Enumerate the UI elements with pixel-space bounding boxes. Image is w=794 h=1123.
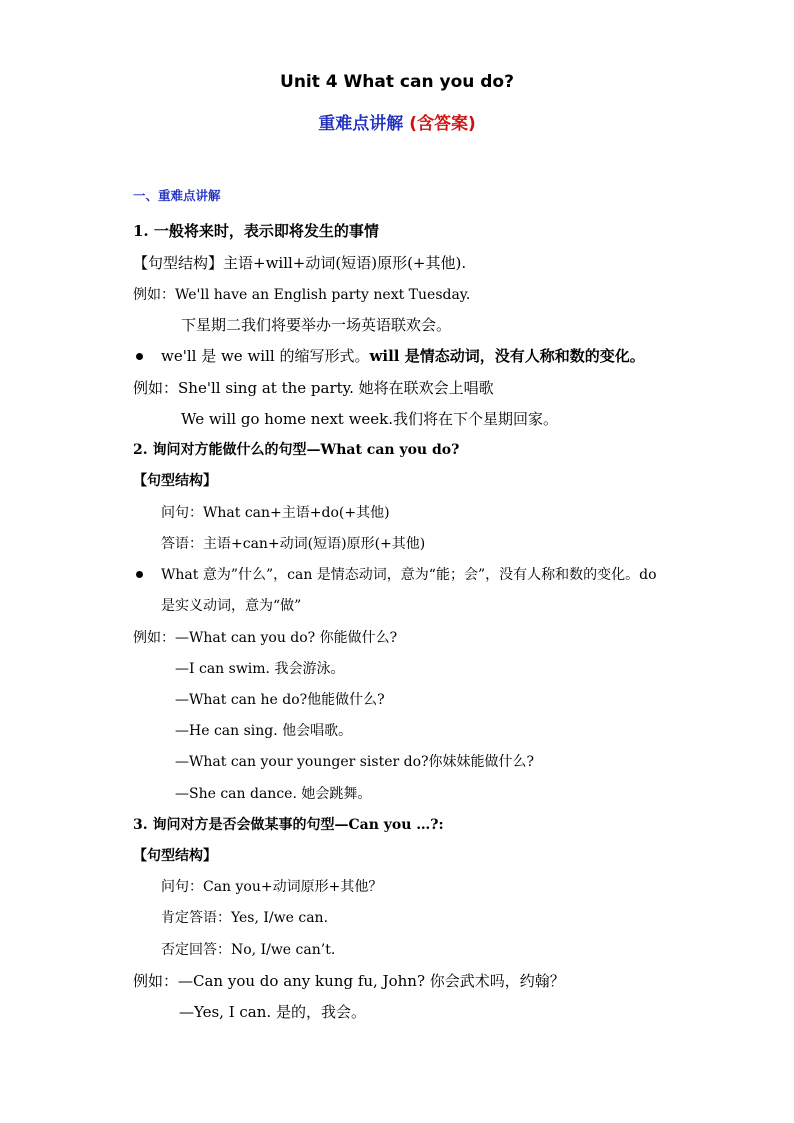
- point-1-bullet-normal: we'll 是 we will 的缩写形式。: [161, 347, 370, 365]
- point-2-bullet-line-2: 是实义动词，意为“做”: [161, 598, 302, 614]
- point-3-heading: 3. 询问对方是否会做某事的句型—Can you …?:: [133, 817, 444, 833]
- point-1-example-en: We'll have an English party next Tuesday.: [175, 287, 471, 303]
- example-label: 例如：: [133, 379, 179, 397]
- point-1-example2-1: She'll sing at the party. 她将在联欢会上唱歌: [178, 379, 494, 397]
- point-1-structure: 【句型结构】主语+will+动词(短语)原形(+其他).: [133, 254, 467, 272]
- example-label: 例如：: [133, 972, 179, 990]
- point-1-example-zh: 下星期二我们将要举办一场英语联欢会。: [181, 316, 452, 334]
- bullet-icon: [136, 353, 143, 360]
- point-1-example2-line: [133, 378, 494, 398]
- example-label: 例如：: [133, 287, 175, 303]
- point-3-example-2: —Yes, I can. 是的，我会。: [179, 1003, 366, 1021]
- point-1-example2-2: We will go home next week.我们将在下个星期回家。: [181, 410, 559, 428]
- point-1-bullet: [161, 346, 645, 366]
- dialog-line: —She can dance. 她会跳舞。: [175, 786, 372, 802]
- point-3-no-answer: 否定回答：No, I/we can’t.: [161, 942, 336, 958]
- document-title: Unit 4 What can you do?: [280, 72, 514, 92]
- dialog-line: —What can he do?他能做什么?: [175, 692, 385, 708]
- document-subtitle: [0, 112, 794, 136]
- dialog-line: —I can swim. 我会游泳。: [175, 661, 345, 677]
- section-heading: 一、重难点讲解: [133, 188, 221, 203]
- point-3-yes-answer: 肯定答语：Yes, I/we can.: [161, 910, 329, 926]
- dialog-line: —He can sing. 他会唱歌。: [175, 723, 353, 739]
- dialog-line: —What can your younger sister do?你妹妹能做什么?: [175, 754, 535, 770]
- subtitle-answer-note: (含答案): [409, 114, 476, 134]
- point-3-example-line: [133, 971, 565, 991]
- subtitle-main: 重难点讲解: [318, 114, 404, 134]
- point-3-structure-label: 【句型结构】: [133, 848, 217, 864]
- point-2-heading: 2. 询问对方能做什么的句型—What can you do?: [133, 442, 460, 458]
- point-2-bullet-line-1: What 意为”什么”，can 是情态动词，意为“能；会”，没有人称和数的变化。do: [161, 567, 657, 583]
- point-3-example-1: —Can you do any kung fu, John? 你会武术吗，约翰？: [178, 972, 565, 990]
- point-1-bullet-bold: will 是情态动词，没有人称和数的变化。: [369, 347, 645, 365]
- dialog-line: —What can you do? 你能做什么?: [175, 630, 398, 646]
- point-2-question: 问句：What can+主语+do(+其他): [161, 505, 390, 521]
- point-2-structure-label: 【句型结构】: [133, 473, 217, 489]
- point-1-example-line: [133, 285, 470, 305]
- point-2-example-label: 例如：: [133, 630, 175, 646]
- point-3-question: 问句：Can you+动词原形+其他？: [161, 879, 383, 895]
- bullet-icon: [136, 571, 143, 578]
- point-2-answer: 答语：主语+can+动词(短语)原形(+其他): [161, 536, 426, 552]
- point-1-heading: 1. 一般将来时，表示即将发生的事情: [133, 222, 379, 240]
